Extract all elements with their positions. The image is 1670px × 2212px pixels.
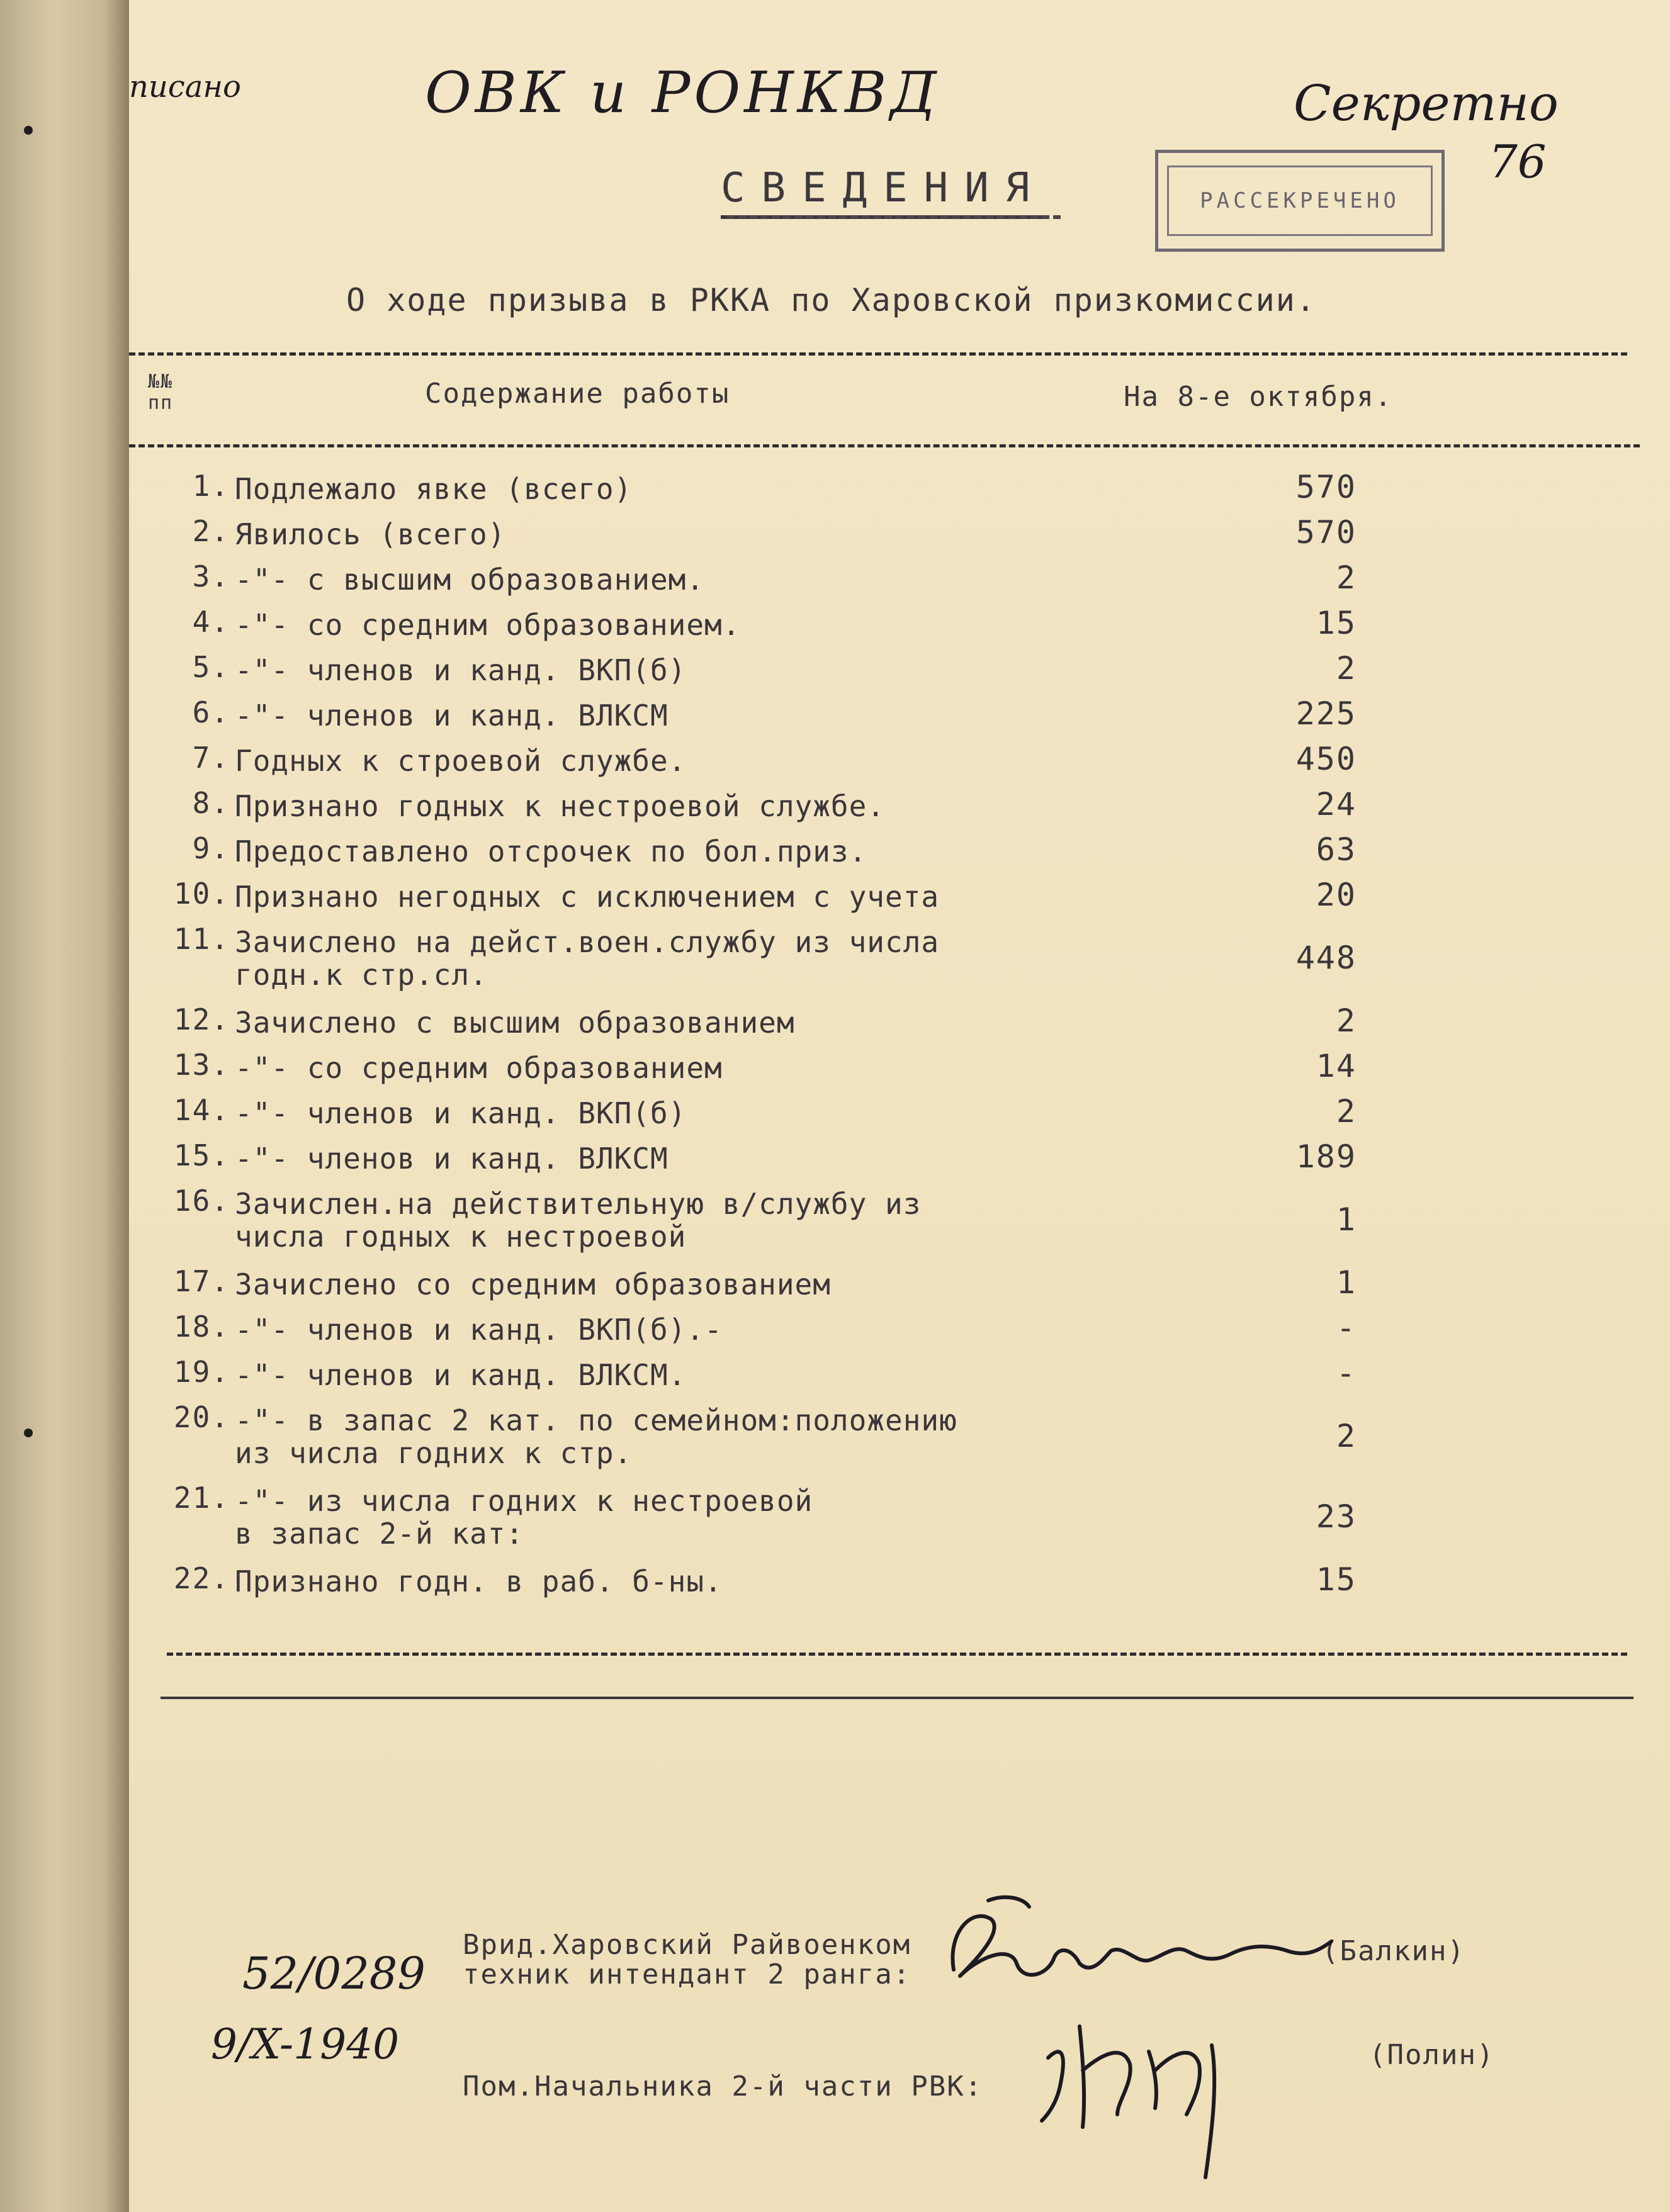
table-end-rule (161, 1697, 1633, 1699)
declassified-stamp (1155, 150, 1445, 252)
row-text: Предоставлено отсрочек по бол.приз. (235, 834, 867, 868)
table-row (129, 1310, 1670, 1354)
row-number: 2. (192, 514, 230, 548)
signatory-title-1: Врид.Харовский Райвоенком (463, 1929, 911, 1961)
row-number: 15. (173, 1138, 230, 1172)
reference-date: 9/X-1940 (211, 2020, 400, 2069)
row-value: - (1336, 1310, 1357, 1346)
row-text: Признано негодных с исключением с учета (235, 880, 940, 914)
table-row (129, 469, 1670, 513)
row-text: -"- в запас 2 кат. по семейном:положению (235, 1403, 957, 1437)
table-row (129, 695, 1670, 739)
table-row (129, 1561, 1670, 1605)
row-text: Признано годных к нестроевой службе. (235, 789, 885, 823)
row-number: 22. (173, 1561, 230, 1595)
row-text: -"- со средним образованием (235, 1051, 723, 1085)
row-number: 9. (192, 831, 230, 865)
row-value: 2 (1336, 1002, 1357, 1039)
table-row (129, 877, 1670, 921)
column-header-content: Содержание работы (425, 378, 730, 410)
row-text-continued: в запас 2-й кат: (235, 1517, 524, 1551)
secret-mark: Секретно (1294, 76, 1559, 132)
binder-hole (24, 126, 33, 135)
row-value: - (1336, 1355, 1357, 1391)
table-row (129, 650, 1670, 694)
row-text: -"- со средним образованием. (235, 608, 741, 642)
row-number: 10. (173, 877, 230, 911)
row-text: Признано годн. в раб. б-ны. (235, 1564, 723, 1598)
row-text: -"- членов и канд. ВЛКСМ (235, 699, 669, 733)
table-row (129, 559, 1670, 604)
row-value: 570 (1295, 469, 1357, 505)
table-row (129, 922, 1670, 1000)
row-text: -"- членов и канд. ВЛКСМ. (235, 1358, 687, 1392)
row-text: Подлежало явке (всего) (235, 472, 633, 506)
row-value: 15 (1316, 1561, 1357, 1598)
table-row (129, 1002, 1670, 1047)
signatory-rank-1: техник интендант 2 ранга: (463, 1958, 911, 1990)
stamp-text: РАССЕКРЕЧЕНО (1167, 166, 1433, 236)
signatory-name-1: (Балкин) (1322, 1935, 1465, 1967)
row-text: -"- членов и канд. ВКП(б) (235, 653, 687, 687)
table-row (129, 605, 1670, 649)
subtitle: О ходе призыва в РККА по Харовской призкомиссии. (346, 282, 1316, 318)
row-value: 189 (1295, 1138, 1357, 1175)
row-value: 24 (1316, 786, 1357, 822)
row-value: 2 (1336, 1093, 1357, 1130)
table-row (129, 1184, 1670, 1262)
table-bottom-rule (167, 1653, 1627, 1656)
row-text-continued: годн.к стр.сл. (235, 958, 488, 992)
row-number: 18. (173, 1310, 230, 1344)
addressee-note: ОВК и РОНКВД (425, 60, 940, 126)
table-row (129, 1138, 1670, 1182)
row-value: 570 (1295, 514, 1357, 551)
table-row (129, 1093, 1670, 1137)
row-text: Явилось (всего) (235, 517, 506, 551)
table-row (129, 1400, 1670, 1478)
row-number: 19. (173, 1355, 230, 1389)
row-number: 4. (192, 605, 230, 639)
row-number: 1. (192, 469, 230, 503)
column-header-num: №№ пп (148, 371, 174, 414)
row-value: 23 (1316, 1498, 1357, 1535)
table-row (129, 1264, 1670, 1308)
table-row (129, 741, 1670, 785)
row-number: 20. (173, 1400, 230, 1434)
row-text: Зачислено с высшим образованием (235, 1006, 795, 1040)
row-number: 8. (192, 786, 230, 820)
row-value: 63 (1316, 831, 1357, 868)
row-number: 21. (173, 1481, 230, 1515)
row-value: 2 (1336, 559, 1357, 596)
row-value: 448 (1295, 940, 1357, 976)
row-text: -"- с высшим образованием. (235, 563, 705, 597)
page-number: 76 (1489, 135, 1547, 188)
row-value: 1 (1336, 1264, 1357, 1301)
note-top-left: писано (129, 69, 241, 104)
signatory-title-2: Пом.Начальника 2-й части РВК: (463, 2070, 983, 2103)
row-value: 2 (1336, 650, 1357, 687)
row-value: 14 (1316, 1048, 1357, 1084)
row-text: Зачислено со средним образованием (235, 1267, 831, 1301)
binder-edge (0, 0, 129, 2212)
row-number: 13. (173, 1048, 230, 1082)
table-top-rule (129, 352, 1627, 356)
table-header-rule (129, 444, 1640, 447)
row-number: 14. (173, 1093, 230, 1127)
signatory-name-2: (Полин) (1369, 2039, 1495, 2071)
row-text: -"- членов и канд. ВКП(б) (235, 1096, 687, 1130)
page-title: СВЕДЕНИЯ (721, 165, 1046, 211)
table-row (129, 786, 1670, 830)
row-value: 2 (1336, 1418, 1357, 1454)
column-header-value: На 8-е октября. (1124, 381, 1393, 413)
table-row (129, 514, 1670, 558)
row-text: -"- членов и канд. ВКП(б).- (235, 1313, 723, 1347)
row-text: -"- из числа годних к нестроевой (235, 1484, 813, 1518)
table-row (129, 1355, 1670, 1399)
row-number: 7. (192, 741, 230, 775)
row-number: 11. (173, 922, 230, 956)
row-value: 450 (1295, 741, 1357, 777)
table-row (129, 1481, 1670, 1559)
table-row (129, 831, 1670, 875)
row-text-continued: числа годных к нестроевой (235, 1220, 687, 1254)
row-value: 20 (1316, 877, 1357, 913)
row-number: 16. (173, 1184, 230, 1218)
row-number: 6. (192, 695, 230, 729)
row-value: 225 (1295, 695, 1357, 732)
row-text: Годных к строевой службе. (235, 744, 687, 778)
row-number: 12. (173, 1002, 230, 1036)
row-number: 5. (192, 650, 230, 684)
reference-number: 52/0289 (242, 1948, 426, 1999)
title-underline (727, 215, 1061, 219)
row-value: 1 (1336, 1201, 1357, 1238)
row-text: Зачислено на дейст.воен.службу из числа (235, 925, 940, 959)
row-text: -"- членов и канд. ВЛКСМ (235, 1142, 669, 1176)
row-text: Зачислен.на действительную в/службу из (235, 1187, 922, 1221)
binder-hole (24, 1429, 33, 1437)
signature-polin (1023, 1989, 1287, 2190)
row-value: 15 (1316, 605, 1357, 641)
row-number: 3. (192, 559, 230, 593)
row-number: 17. (173, 1264, 230, 1298)
document-page (129, 0, 1670, 2212)
row-text-continued: из числа годних к стр. (235, 1436, 633, 1470)
table-row (129, 1048, 1670, 1092)
